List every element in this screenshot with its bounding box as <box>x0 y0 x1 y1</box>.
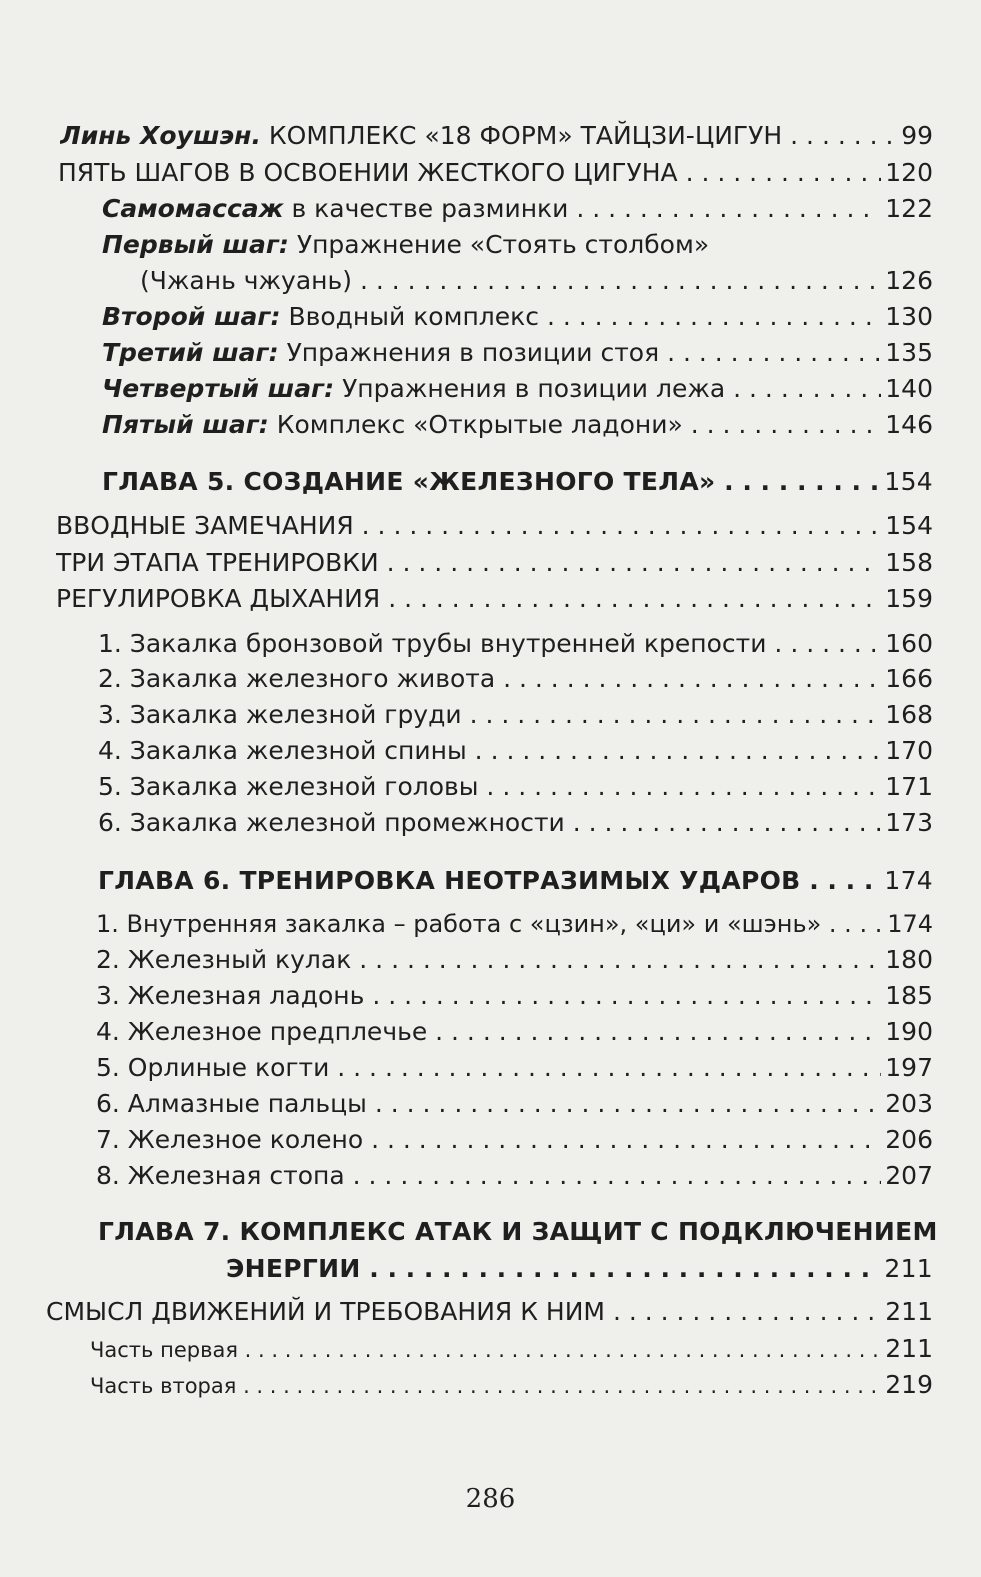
toc-entry-title: Упражнение «Стоять столбом» <box>288 230 710 259</box>
toc-entry-label: Первый шаг: <box>102 230 289 259</box>
toc-chapter <box>226 1253 933 1285</box>
toc-entry-page: 203 <box>885 1089 933 1118</box>
toc-entry <box>96 1160 933 1192</box>
toc-entry <box>102 337 933 369</box>
toc-chapter-line1: ГЛАВА 7. КОМПЛЕКС АТАК И ЗАЩИТ С ПОДКЛЮЧЕНИЕМ <box>98 1217 938 1246</box>
toc-entry-title: ВВОДНЫЕ ЗАМЕЧАНИЯ . . . <box>56 510 881 542</box>
toc-entry-title: СМЫСЛ ДВИЖЕНИЙ И ТРЕБОВАНИЯ К НИМ . . . <box>46 1296 881 1328</box>
toc-entry-page: 190 <box>885 1017 933 1046</box>
toc-entry-title: 4. Закалка железной спины . . . <box>98 735 881 767</box>
toc-entry-page: 154 <box>885 511 933 540</box>
toc-entry-title: ПЯТЬ ШАГОВ В ОСВОЕНИИ ЖЕСТКОГО ЦИГУНА . . . <box>58 157 881 189</box>
toc-entry-page: 154 <box>884 467 933 496</box>
toc-entry-title: Часть вторая . . . <box>90 1370 881 1402</box>
toc-entry <box>58 157 933 189</box>
toc-entry-page: 174 <box>887 910 933 938</box>
toc-entry-label: Второй шаг: <box>102 302 281 331</box>
toc-entry-title: Упражнения в позиции лежа <box>334 374 726 403</box>
toc-entry <box>60 120 933 152</box>
toc-entry <box>98 628 933 660</box>
toc-entry <box>96 980 933 1012</box>
toc-entry-page: 120 <box>885 158 933 187</box>
toc-entry <box>90 1369 933 1402</box>
toc-entry-page: 168 <box>885 700 933 729</box>
toc-entry-title: 5. Орлиные когти . . . <box>96 1052 881 1084</box>
toc-entry-title: КОМПЛЕКС «18 ФОРМ» ТАЙЦЗИ-ЦИГУН <box>260 121 783 150</box>
toc-entry-author: Линь Хоушэн. <box>60 121 261 150</box>
toc-entry-page: 185 <box>885 981 933 1010</box>
toc-entry <box>98 735 933 767</box>
toc-chapter-title: ГЛАВА 6. ТРЕНИРОВКА НЕОТРАЗИМЫХ УДАРОВ . . . <box>98 865 880 897</box>
toc-entry-title: Упражнения в позиции стоя <box>278 338 660 367</box>
toc-entry-page: 159 <box>885 584 933 613</box>
toc-entry <box>96 1088 933 1120</box>
toc-entry-page: 122 <box>885 194 933 223</box>
toc-entry-page: 211 <box>885 1334 933 1363</box>
toc-entry-title: 6. Алмазные пальцы . . . <box>96 1088 881 1120</box>
toc-entry-label: Третий шаг: <box>102 338 279 367</box>
toc-entry-page: 166 <box>885 664 933 693</box>
toc-entry-title: 2. Закалка железного живота . . . <box>98 663 881 695</box>
toc-entry-page: 158 <box>885 548 933 577</box>
toc-entry <box>98 771 933 803</box>
toc-entry-page: 219 <box>885 1370 933 1399</box>
toc-entry <box>98 699 933 731</box>
toc-entry-page: 211 <box>885 1297 933 1326</box>
toc-entry-title: 1. Внутренняя закалка – работа с «цзин», «ци» и «шэнь» . . . <box>96 908 883 940</box>
toc-entry-title: Комплекс «Открытые ладони» <box>268 410 683 439</box>
toc-entry <box>46 1296 933 1328</box>
toc-entry-page: 135 <box>885 338 933 367</box>
toc-entry-page: 99 <box>901 121 933 150</box>
toc-entry-page: 180 <box>885 945 933 974</box>
toc-chapter <box>98 865 933 897</box>
toc-entry-page: 140 <box>885 374 933 403</box>
toc-entry <box>102 193 933 225</box>
toc-entry-title: 3. Железная ладонь . . . <box>96 980 881 1012</box>
toc-entry <box>56 583 933 615</box>
toc-entry-label: Пятый шаг: <box>102 410 269 439</box>
toc-entry-label: Самомассаж <box>102 194 284 223</box>
toc-entry-label: Четвертый шаг: <box>102 374 335 403</box>
toc-entry-page: 160 <box>885 629 933 658</box>
toc-chapter-title: ГЛАВА 5. СОЗДАНИЕ «ЖЕЛЕЗНОГО ТЕЛА» . . . <box>102 466 880 498</box>
toc-entry-title: 2. Железный кулак . . . <box>96 944 881 976</box>
toc-entry-title: 3. Закалка железной груди . . . <box>98 699 881 731</box>
toc-entry <box>90 1333 933 1366</box>
toc-entry-title: РЕГУЛИРОВКА ДЫХАНИЯ . . . <box>56 583 881 615</box>
toc-entry-title: 4. Железное предплечье . . . <box>96 1016 881 1048</box>
toc-entry-title: 6. Закалка железной промежности . . . <box>98 807 881 839</box>
toc-entry <box>96 1016 933 1048</box>
toc-entry <box>98 807 933 839</box>
toc-entry-line1 <box>102 229 709 261</box>
toc-entry <box>102 409 933 441</box>
toc-entry-page: 174 <box>884 866 933 895</box>
toc-entry-title: Часть первая . . . <box>90 1334 881 1366</box>
toc-entry-title: 7. Железное колено . . . <box>96 1124 881 1156</box>
toc-entry-title: 8. Железная стопа . . . <box>96 1160 881 1192</box>
toc-entry <box>56 510 933 542</box>
toc-entry-title: Вводный комплекс <box>280 302 539 331</box>
toc-entry-title-cont: (Чжань чжуань) . . . <box>140 265 881 297</box>
toc-entry <box>96 944 933 976</box>
toc-entry-page: 173 <box>885 808 933 837</box>
toc-chapter-title-cont: ЭНЕРГИИ . . . <box>226 1253 880 1285</box>
toc-chapter <box>102 466 933 498</box>
toc-entry <box>98 663 933 695</box>
toc-entry <box>102 301 933 333</box>
toc-entry-page: 207 <box>885 1161 933 1190</box>
toc-entry <box>96 908 933 940</box>
toc-entry-title: в качестве разминки <box>283 194 569 223</box>
toc-entry-page: 197 <box>885 1053 933 1082</box>
page-number: 286 <box>465 1484 516 1514</box>
toc-entry <box>56 547 933 579</box>
toc-entry <box>96 1052 933 1084</box>
toc-entry-page: 130 <box>885 302 933 331</box>
toc-entry-title: 1. Закалка бронзовой трубы внутренней крепости . . . <box>98 628 881 660</box>
toc-entry-page: 170 <box>885 736 933 765</box>
toc-entry-title: ТРИ ЭТАПА ТРЕНИРОВКИ . . . <box>56 547 881 579</box>
toc-entry-page: 211 <box>884 1254 933 1283</box>
toc-entry-page: 126 <box>885 266 933 295</box>
toc-entry-page: 171 <box>885 772 933 801</box>
toc-entry <box>96 1124 933 1156</box>
toc-entry-page: 146 <box>885 410 933 439</box>
toc-entry-title: 5. Закалка железной головы . . . <box>98 771 881 803</box>
toc-entry <box>140 265 933 297</box>
toc-entry <box>102 373 933 405</box>
toc-entry-page: 206 <box>885 1125 933 1154</box>
